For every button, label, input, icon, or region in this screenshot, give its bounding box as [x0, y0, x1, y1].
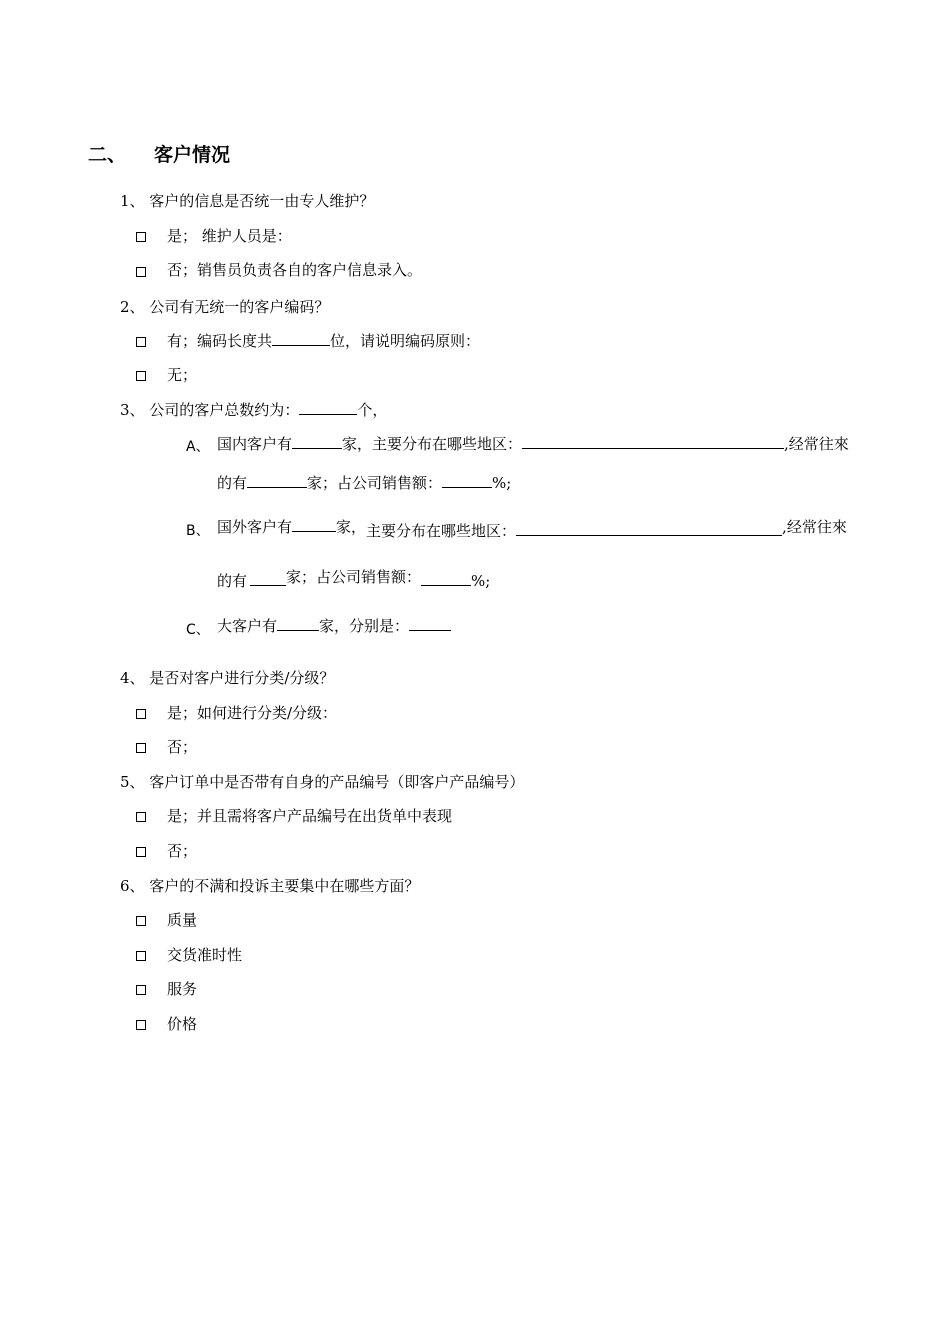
- foreign-region-field[interactable]: [516, 520, 782, 536]
- q3-a-line2: [217, 472, 511, 493]
- checkbox-delivery-icon[interactable]: [136, 951, 146, 961]
- section-title: 客户情况: [154, 144, 231, 166]
- domestic-region-field[interactable]: [522, 433, 784, 449]
- q6-option-price: 价格: [167, 1015, 198, 1033]
- q3-b-text-have: 的有: [217, 572, 248, 590]
- question-5: 5、 客户订单中是否带有自身的产品编号（即客户产品编号）: [120, 773, 525, 791]
- checkbox-q5-no-icon[interactable]: [136, 847, 146, 857]
- foreign-frequent-field[interactable]: [250, 570, 286, 586]
- customer-total-field[interactable]: [299, 399, 357, 415]
- q3-c-text-major: 大客户有: [217, 617, 278, 635]
- q3-c-text-list: 家，分别是：: [319, 617, 410, 635]
- q3-b-text-foreign: 国外客户有: [217, 518, 293, 536]
- checkbox-q4-yes-icon[interactable]: [136, 709, 146, 719]
- question-2: 2、 公司有无统一的客户编码？: [120, 298, 330, 316]
- checkbox-q2-no-icon[interactable]: [136, 371, 146, 381]
- major-list-field[interactable]: [409, 615, 451, 631]
- checkbox-q4-no-icon[interactable]: [136, 743, 146, 753]
- checkbox-q5-yes-icon[interactable]: [136, 812, 146, 822]
- q3-a-text-region: 家，主要分布在哪些地区：: [342, 435, 523, 453]
- checkbox-price-icon[interactable]: [136, 1020, 146, 1030]
- q3-b-text-frequent: ,经常往來: [782, 518, 847, 536]
- q5-option-yes: 是；并且需将客户产品编号在出货单中表现: [167, 807, 453, 825]
- question-6: 6、 客户的不满和投诉主要集中在哪些方面？: [120, 877, 420, 895]
- q2-yes-text-a: 有；编码长度共: [167, 332, 273, 350]
- domestic-share-field[interactable]: [442, 472, 492, 488]
- q2-option-no: 无；: [167, 366, 198, 384]
- checkbox-q1-yes-icon[interactable]: [136, 232, 146, 242]
- foreign-count-field[interactable]: [292, 516, 336, 532]
- q4-option-no: 否；: [167, 738, 198, 756]
- q3-text-a: 3、 公司的客户总数约为：: [120, 401, 300, 419]
- section-number: 二、: [88, 144, 127, 166]
- q3-text-b: 个，: [357, 401, 388, 419]
- major-count-field[interactable]: [277, 615, 319, 631]
- q1-option-yes: 是； 维护人员是：: [167, 227, 292, 245]
- domestic-frequent-field[interactable]: [247, 472, 307, 488]
- q3-c-line: [217, 615, 451, 636]
- q3-b-text-share: 家；占公司销售额：: [286, 568, 422, 586]
- q5-option-no: 否；: [167, 842, 198, 860]
- q3-b-line2: [217, 570, 490, 591]
- q3-b-text-region: 主要分布在哪些地区：: [366, 522, 517, 540]
- foreign-share-field[interactable]: [421, 570, 471, 586]
- q3-b-marker: B、: [186, 523, 210, 539]
- q2-option-yes: [167, 330, 480, 351]
- q3-a-text-have: 的有: [217, 474, 248, 492]
- checkbox-quality-icon[interactable]: [136, 916, 146, 926]
- q3-b-line1: [217, 516, 847, 540]
- question-1: 1、 客户的信息是否统一由专人维护？: [120, 192, 375, 210]
- q3-b-text-percent: %;: [471, 572, 491, 590]
- q1-option-no: 否；销售员负责各自的客户信息录入。: [167, 261, 423, 279]
- q3-a-line1: [217, 433, 849, 454]
- q4-option-yes: 是；如何进行分类/分级：: [167, 704, 338, 722]
- q3-a-marker: A、: [186, 439, 210, 455]
- q3-a-text-share: 家；占公司销售额：: [307, 474, 443, 492]
- q3-a-text-frequent: ,经常往來: [784, 435, 849, 453]
- code-length-field[interactable]: [272, 330, 330, 346]
- checkbox-service-icon[interactable]: [136, 985, 146, 995]
- q3-a-text-domestic: 国内客户有: [217, 435, 293, 453]
- checkbox-q1-no-icon[interactable]: [136, 267, 146, 277]
- q6-option-service: 服务: [167, 980, 198, 998]
- domestic-count-field[interactable]: [292, 433, 342, 449]
- q3-b-text-unit: 家，: [336, 518, 367, 536]
- q6-option-quality: 质量: [167, 911, 198, 929]
- checkbox-q2-yes-icon[interactable]: [136, 337, 146, 347]
- question-4: 4、 是否对客户进行分类/分级？: [120, 669, 335, 687]
- q3-a-text-percent: %;: [492, 474, 512, 492]
- q6-option-delivery: 交货准时性: [167, 946, 243, 964]
- question-3: [120, 399, 387, 420]
- q2-yes-text-b: 位，请说明编码原则：: [330, 332, 481, 350]
- q3-c-marker: C、: [186, 622, 210, 638]
